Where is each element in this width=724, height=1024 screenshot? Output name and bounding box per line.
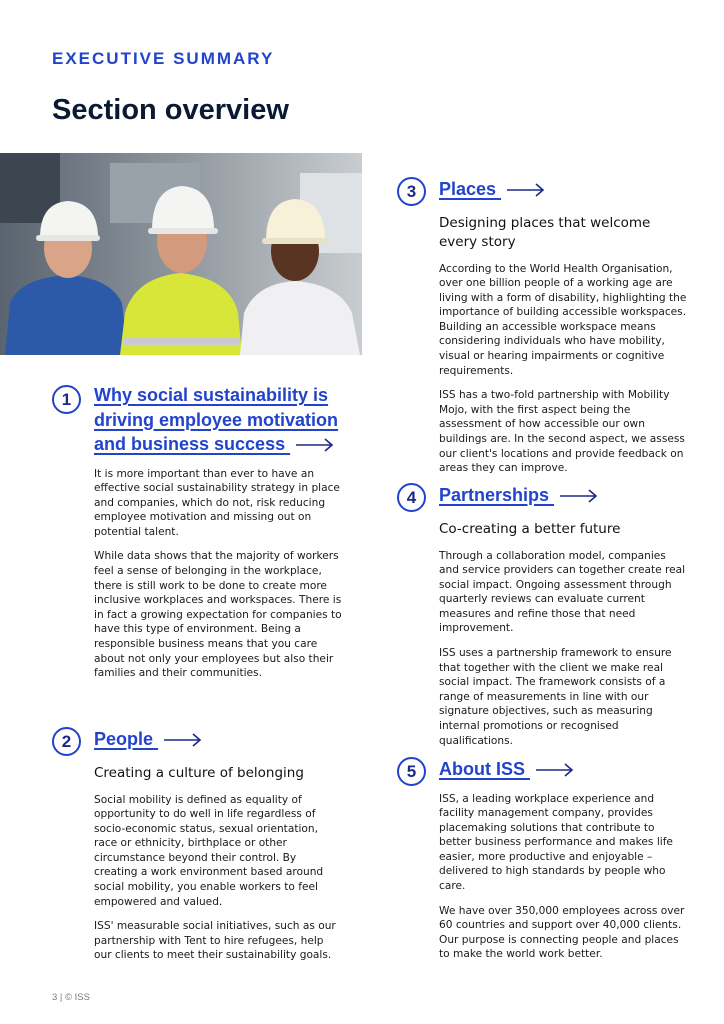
section-2-title[interactable]: People — [94, 729, 154, 749]
section-1-title[interactable]: Why social sustainability is driving employee motivation and business success — [94, 385, 339, 454]
section-3-title-link[interactable] — [439, 177, 687, 202]
section-2-paragraph: Social mobility is defined as equality of opportunity to do well in life regardless of socio-economic status, sexual orientation, race or ethnicity, birthplace or other circumstance beyond their control. By creating a work environment based around social mobility, you enable workers to feel empowered and valued. — [94, 793, 324, 908]
section-3-subheading: Designing places that welcome every story — [439, 214, 651, 250]
arrow-right-icon[interactable] — [560, 489, 598, 503]
section-number-badge: 5 — [397, 757, 426, 786]
section-1-paragraph: While data shows that the majority of workers feel a sense of belonging in the workplace, there is still work to be done to create more inclusive workplaces and workspaces. There is in fact a growing expectation for companies to have this type of environment. Being a responsible business means that you care about not only your employees but also their families and their communities. — [94, 550, 342, 680]
page-footer: 3 | © ISS — [52, 992, 90, 1003]
workers-photo — [0, 153, 362, 355]
section-3-paragraph: ISS has a two-fold partnership with Mobility Mojo, with the first aspect being the assessment of how accessible our own buildings are. In the second aspect, we assess our client's locations and provide feedback on areas they can improve. — [439, 389, 685, 475]
section-4-paragraph: Through a collaboration model, companies and service providers can together create real social impact. Ongoing assessment through quarterly reviews can evaluate current measures and refine those that need improvement. — [439, 549, 686, 635]
section-number-badge: 4 — [397, 483, 426, 512]
section-1-paragraph: It is more important than ever to have an effective social sustainability strategy in place and companies, which do not, risk reducing employee motivation and missing out on potential talent. — [94, 467, 340, 538]
arrow-right-icon[interactable] — [507, 183, 545, 197]
section-5 — [397, 757, 687, 972]
arrow-right-icon[interactable] — [536, 763, 574, 777]
page-title: Section overview — [52, 94, 289, 126]
section-2-paragraph: ISS' measurable social initiatives, such as our partnership with Tent to hire refugees, help our clients to meet their sustainability goals. — [94, 920, 336, 962]
section-4-title-link[interactable] — [439, 483, 687, 508]
section-2-title-link[interactable] — [94, 727, 342, 752]
section-2-subheading: Creating a culture of belonging — [94, 764, 304, 781]
section-3 — [397, 177, 687, 486]
section-4-paragraph: ISS uses a partnership framework to ensure that together with the client we make real social impact. The framework consists of a range of measurements in line with our signature objectives, such as measuring internal promotions or recognised qualifications. — [439, 647, 672, 747]
section-3-paragraph: According to the World Health Organisation, over one billion people of a working age are living with a form of disability, highlighting the importance of building accessible workspaces. Building an accessible workspace means considering individuals who have mobility, visual or hearing impairments or cognitive requirements. — [439, 262, 687, 377]
section-number-badge: 3 — [397, 177, 426, 206]
section-4-subheading: Co-creating a better future — [439, 520, 621, 537]
photo-three-workers-icon — [0, 153, 362, 355]
section-5-paragraph: We have over 350,000 employees across over 60 countries and support over 40,000 clients. Our purpose is connecting people and places to make the world work better. — [439, 904, 685, 961]
section-4 — [397, 483, 687, 758]
section-5-title[interactable]: About ISS — [439, 759, 525, 779]
section-3-title[interactable]: Places — [439, 179, 497, 199]
section-eyebrow: EXECUTIVE SUMMARY — [52, 49, 275, 68]
arrow-right-icon[interactable] — [164, 733, 202, 747]
section-number-badge: 2 — [52, 727, 81, 756]
section-number-badge: 1 — [52, 385, 81, 414]
section-5-title-link[interactable] — [439, 757, 687, 782]
section-4-title[interactable]: Partnerships — [439, 485, 550, 505]
section-2 — [52, 727, 342, 973]
arrow-right-icon[interactable] — [296, 438, 334, 452]
section-1 — [52, 383, 342, 691]
section-1-title-link[interactable] — [94, 383, 342, 457]
section-5-paragraph: ISS, a leading workplace experience and facility management company, provides placemaking solutions that contribute to better business performance and makes life easier, more productive and enjoyable – delivered to high standards by people who care. — [439, 792, 673, 893]
